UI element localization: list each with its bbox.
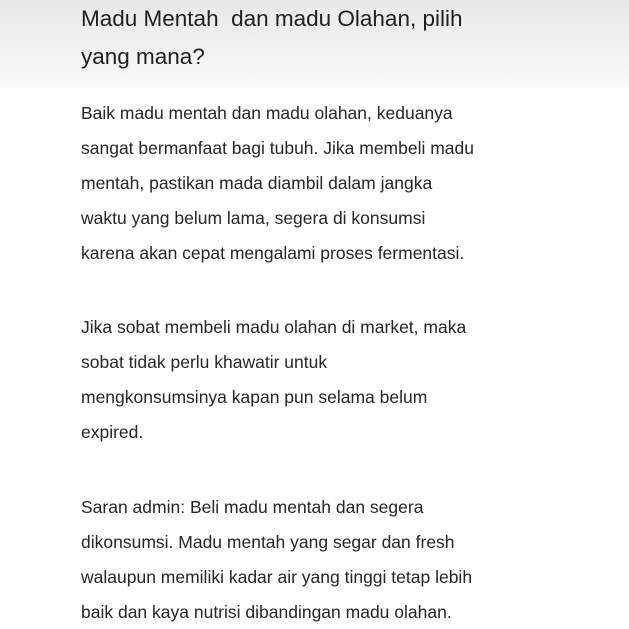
paragraph-line: expired.: [81, 422, 144, 442]
paragraph-3: [81, 490, 581, 629]
title-bar: [0, 0, 629, 88]
paragraph-line: mengkonsumsinya kapan pun selama belum: [81, 387, 428, 407]
paragraph-line: Baik madu mentah dan madu olahan, keduanya: [81, 103, 453, 123]
paragraph-line: Saran admin: Beli madu mentah dan segera: [81, 497, 424, 517]
paragraph-line: karena akan cepat mengalami proses fermentasi.: [81, 243, 465, 263]
paragraph-line: dikonsumsi. Madu mentah yang segar dan fresh: [81, 532, 455, 552]
paragraph-1: [81, 96, 581, 271]
paragraph-2: [81, 310, 581, 450]
paragraph-line: baik dan kaya nutrisi dibandingan madu olahan.: [81, 602, 452, 622]
paragraph-line: sangat bermanfaat bagi tubuh. Jika membeli madu: [81, 138, 475, 158]
title-line: Madu Mentah dan madu Olahan, pilih: [81, 6, 463, 31]
article-title: [81, 0, 561, 76]
paragraph-line: waktu yang belum lama, segera di konsumsi: [81, 208, 426, 228]
paragraph-line: mentah, pastikan mada diambil dalam jangka: [81, 173, 433, 193]
title-line: yang mana?: [81, 44, 205, 69]
paragraph-line: Jika sobat membeli madu olahan di market, maka: [81, 317, 467, 337]
paragraph-line: walaupun memiliki kadar air yang tinggi tetap lebih: [81, 567, 473, 587]
paragraph-line: sobat tidak perlu khawatir untuk: [81, 352, 328, 372]
